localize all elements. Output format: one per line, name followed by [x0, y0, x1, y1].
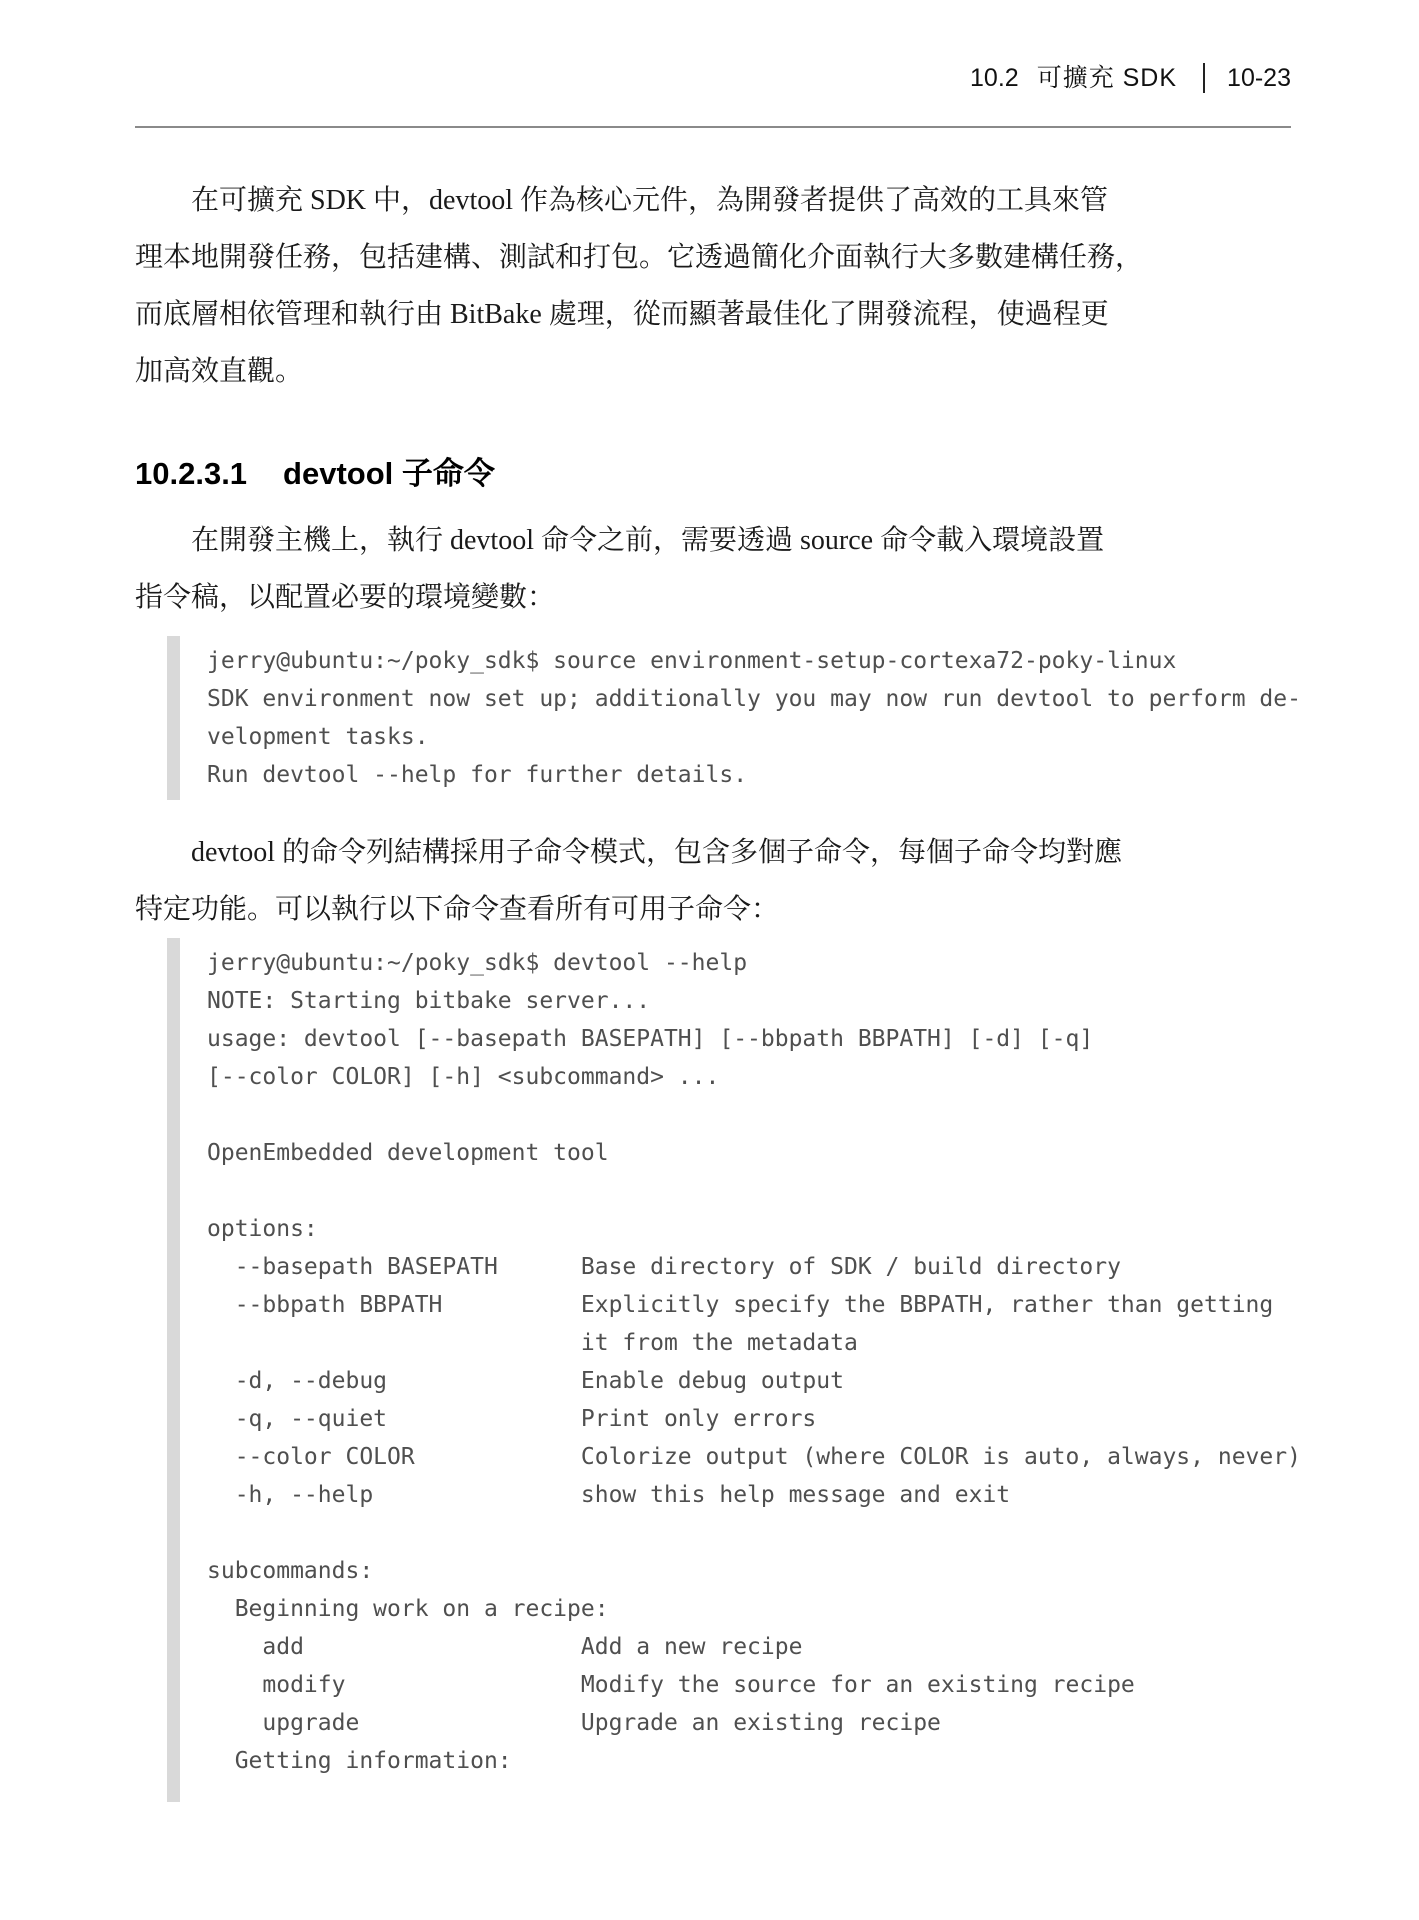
text-line: 指令稿，以配置必要的環境變數：	[135, 582, 556, 613]
terminal-devtool-help	[167, 938, 1301, 1802]
code-line: add Add a new recipe	[207, 1634, 803, 1660]
subcommands-paragraph	[135, 824, 1291, 938]
text-line: 特定功能。可以執行以下命令查看所有可用子命令：	[135, 894, 780, 925]
code-line: -d, --debug Enable debug output	[207, 1368, 844, 1394]
code-line: Getting information:	[207, 1748, 512, 1774]
code-line: Beginning work on a recipe:	[207, 1596, 609, 1622]
code-line: SDK environment now set up; additionally you may now run devtool to perform de-	[207, 686, 1301, 712]
text-line: 而底層相依管理和執行由 BitBake 處理，從而顯著最佳化了開發流程，使過程更	[135, 299, 1109, 330]
code-line: jerry@ubuntu:~/poky_sdk$ devtool --help	[207, 950, 748, 976]
env-setup-paragraph	[135, 512, 1291, 626]
code-line: modify Modify the source for an existing recipe	[207, 1672, 1135, 1698]
header-section-number: 10.2	[970, 64, 1019, 92]
code-line	[207, 1096, 1291, 1134]
text-line: devtool 的命令列結構採用子命令模式，包含多個子命令，每個子命令均對應	[191, 837, 1122, 868]
intro-paragraph	[135, 172, 1291, 400]
header-section-title: 可擴充 SDK	[1036, 64, 1178, 92]
code-line: options:	[207, 1216, 318, 1242]
text-line: 加高效直觀。	[135, 356, 304, 387]
header-page-number: 10-23	[1227, 64, 1291, 92]
header-separator-bar	[1203, 63, 1205, 93]
code-line: OpenEmbedded development tool	[207, 1140, 609, 1166]
code-line: -h, --help show this help message and exit	[207, 1482, 1011, 1508]
text-line: 在開發主機上，執行 devtool 命令之前，需要透過 source 命令載入環境設置	[191, 525, 1105, 556]
text-line: 在可擴充 SDK 中，devtool 作為核心元件，為開發者提供了高效的工具來管	[191, 185, 1109, 216]
header-rule	[135, 126, 1291, 128]
code-line	[207, 1172, 1291, 1210]
code-line: upgrade Upgrade an existing recipe	[207, 1710, 941, 1736]
text-line: 理本地開發任務，包括建構、測試和打包。它透過簡化介面執行大多數建構任務，	[135, 242, 1144, 273]
code-line: Run devtool --help for further details.	[207, 762, 748, 788]
page-header	[135, 0, 1291, 94]
code-line: it from the metadata	[207, 1330, 858, 1356]
terminal-env-setup	[167, 636, 1301, 800]
code-line: velopment tasks.	[207, 724, 429, 750]
code-line: --basepath BASEPATH Base directory of SDK / build directory	[207, 1254, 1121, 1280]
code-line: jerry@ubuntu:~/poky_sdk$ source environment-setup-cortexa72-poky-linux	[207, 648, 1177, 674]
code-line: -q, --quiet Print only errors	[207, 1406, 817, 1432]
section-heading-title: devtool 子命令	[283, 456, 495, 491]
code-line	[207, 1514, 1291, 1552]
section-heading-number: 10.2.3.1	[135, 456, 248, 491]
section-heading	[135, 452, 1291, 496]
code-line: NOTE: Starting bitbake server...	[207, 988, 651, 1014]
code-line: [--color COLOR] [-h] <subcommand> ...	[207, 1064, 720, 1090]
code-line: --bbpath BBPATH Explicitly specify the BBPATH, rather than getting	[207, 1292, 1274, 1318]
code-line: --color COLOR Colorize output (where COLOR is auto, always, never)	[207, 1444, 1301, 1470]
code-line: subcommands:	[207, 1558, 374, 1584]
code-line: usage: devtool [--basepath BASEPATH] [--bbpath BBPATH] [-d] [-q]	[207, 1026, 1094, 1052]
